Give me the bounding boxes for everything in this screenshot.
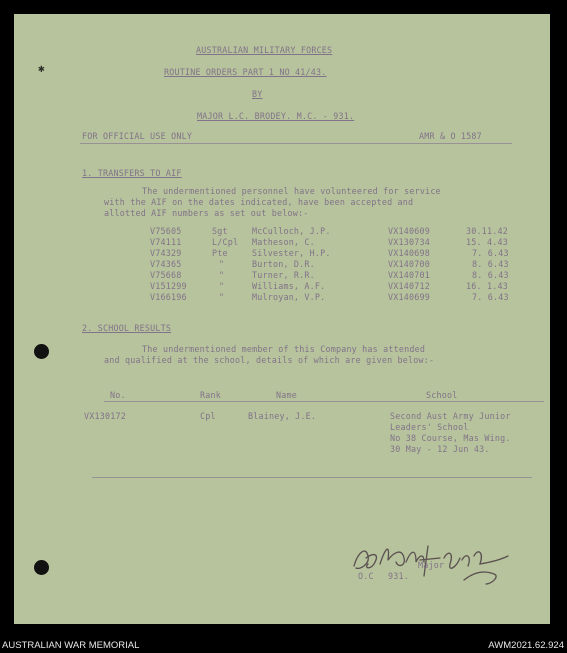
rank: Cpl — [200, 411, 216, 421]
signature-rank: Major — [418, 560, 445, 570]
section1-intro-line: with the AIF on the dates indicated, have been accepted and — [104, 197, 414, 207]
col-header-rank: Rank — [200, 390, 221, 400]
section2-heading: 2. SCHOOL RESULTS — [82, 323, 172, 333]
rank: Pte — [212, 248, 228, 258]
service-number: V75668 — [150, 270, 182, 280]
name: Williams, A.F. — [252, 281, 326, 291]
name: Matheson, C. — [252, 237, 315, 247]
section1-intro-line: The undermentioned personnel have volunteered for service — [142, 186, 441, 196]
document-page — [14, 14, 550, 624]
date: 7. 6.43 — [472, 248, 509, 258]
school-line: 30 May - 12 Jun 43. — [390, 444, 490, 454]
rank: " — [219, 270, 225, 280]
rank: " — [219, 259, 225, 269]
aif-number: VX140609 — [388, 226, 430, 236]
section1-heading: 1. TRANSFERS TO AIF — [82, 168, 182, 178]
date: 16. 1.43 — [466, 281, 508, 291]
rank: Sgt — [212, 226, 228, 236]
school-line: No 38 Course, Mas Wing. — [390, 433, 511, 443]
col-header-no: No. — [110, 390, 126, 400]
aif-number: VX140699 — [388, 292, 430, 302]
header-rule — [104, 401, 544, 402]
name: Mulroyan, V.P. — [252, 292, 326, 302]
commander: MAJOR L.C. BRODEY. M.C. - 931. — [197, 111, 355, 121]
col-header-name: Name — [276, 390, 297, 400]
service-number: V74329 — [150, 248, 182, 258]
date: 15. 4.43 — [466, 237, 508, 247]
date: 8. 6.43 — [472, 270, 509, 280]
name: Blainey, J.E. — [248, 411, 317, 421]
name: McCulloch, J.P. — [252, 226, 331, 236]
rank: " — [219, 281, 225, 291]
punch-hole — [34, 560, 49, 575]
date: 7. 6.43 — [472, 292, 509, 302]
orders-title: ROUTINE ORDERS PART 1 NO 41/43. — [164, 67, 327, 77]
school-line: Leaders' School — [390, 422, 469, 432]
service-number: V74365 — [150, 259, 182, 269]
section1-intro-line: allotted AIF numbers as set out below:- — [104, 208, 309, 218]
header-org: AUSTRALIAN MILITARY FORCES — [196, 45, 333, 55]
archive-footer — [0, 637, 567, 653]
security-classification: FOR OFFICIAL USE ONLY — [82, 131, 193, 141]
service-number: VX130172 — [84, 411, 126, 421]
punch-hole — [34, 344, 49, 359]
service-number: V151299 — [150, 281, 187, 291]
aif-number: VX140701 — [388, 270, 430, 280]
closing-rule — [92, 477, 532, 478]
col-header-school: School — [426, 390, 458, 400]
reference-number: AMR & O 1587 — [419, 131, 482, 141]
footer-accession-number: AWM2021.62.924 — [488, 640, 564, 651]
service-number: V166196 — [150, 292, 187, 302]
signature-title: O.C — [358, 571, 374, 581]
name: Silvester, H.P. — [252, 248, 331, 258]
footer-institution: AUSTRALIAN WAR MEMORIAL — [2, 640, 140, 651]
service-number: V74111 — [150, 237, 182, 247]
school-line: Second Aust Army Junior — [390, 411, 511, 421]
date: 8. 6.43 — [472, 259, 509, 269]
aif-number: VX140712 — [388, 281, 430, 291]
rank: " — [219, 292, 225, 302]
section2-intro-line: and qualified at the school, details of which are given below:- — [104, 355, 435, 365]
name: Burton, D.R. — [252, 259, 315, 269]
date: 30.11.42 — [466, 226, 508, 236]
rank: L/Cpl — [212, 237, 239, 247]
pin-mark: ✱ — [38, 62, 45, 75]
name: Turner, R.R. — [252, 270, 315, 280]
service-number: V75605 — [150, 226, 182, 236]
signature-unit: 931. — [388, 571, 409, 581]
aif-number: VX130734 — [388, 237, 430, 247]
divider — [80, 143, 512, 144]
section2-intro-line: The undermentioned member of this Company has attended — [142, 344, 426, 354]
aif-number: VX140700 — [388, 259, 430, 269]
aif-number: VX140698 — [388, 248, 430, 258]
by-label: BY — [252, 89, 263, 99]
